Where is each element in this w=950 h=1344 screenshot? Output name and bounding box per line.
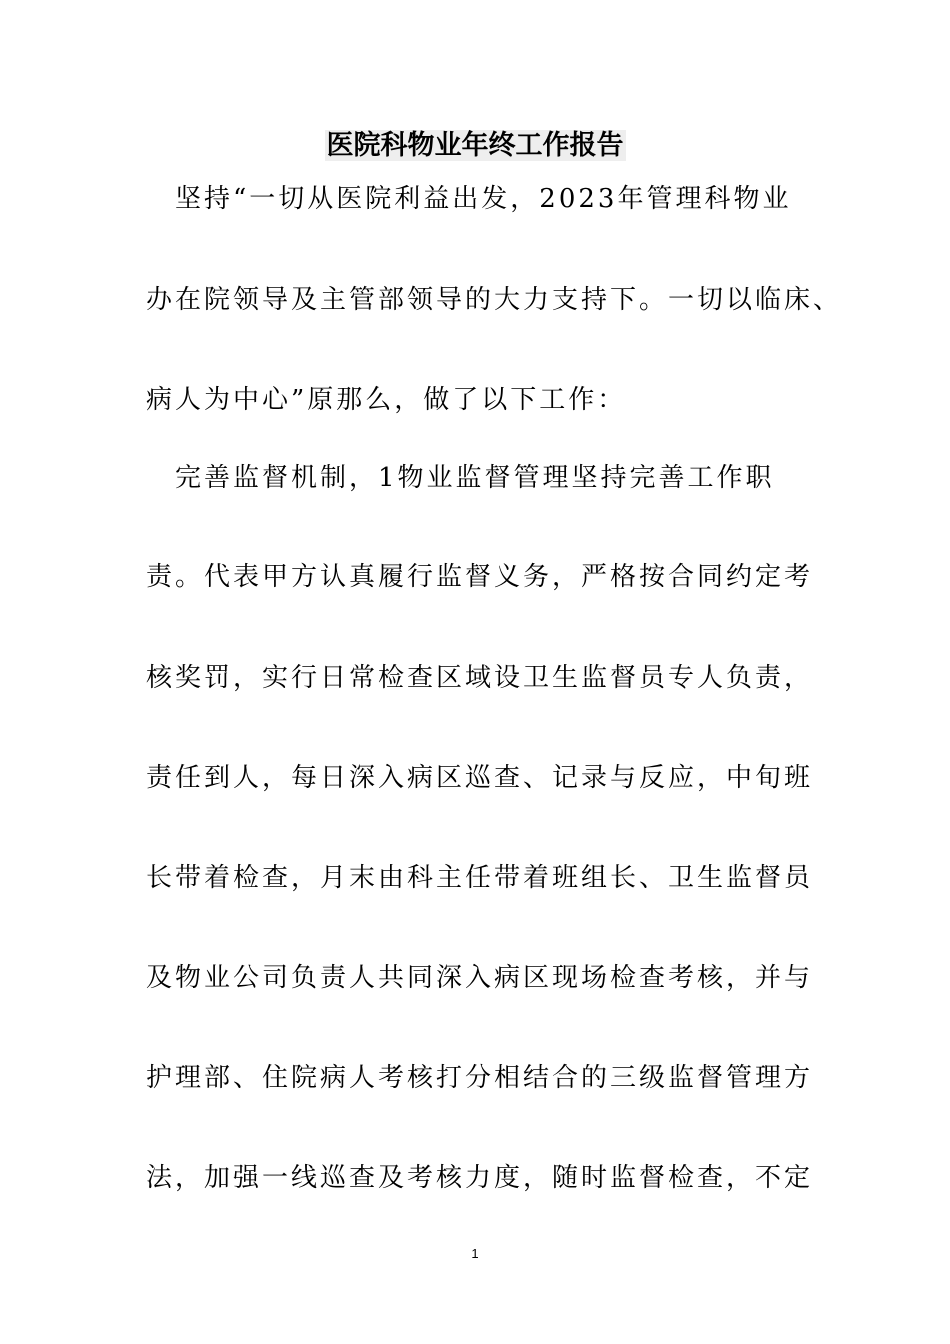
body-line: 及物业公司负责人共同深入病区现场检查考核，并与 <box>146 963 814 993</box>
body-line: 法，加强一线巡查及考核力度，随时监督检查，不定 <box>146 1163 814 1193</box>
body-line: 坚持“一切从医院利益出发，2023年管理科物业 <box>146 184 792 214</box>
document-title-text: 医院科物业年终工作报告 <box>326 130 624 161</box>
body-line: 护理部、住院病人考核打分相结合的三级监督管理方 <box>146 1063 814 1093</box>
body-line: 病人为中心”原那么，做了以下工作： <box>146 385 627 415</box>
page-number: 1 <box>471 1246 479 1261</box>
body-line: 完善监督机制，1物业监督管理坚持完善工作职 <box>146 463 775 493</box>
body-line: 责。代表甲方认真履行监督义务，严格按合同约定考 <box>146 562 814 592</box>
body-line: 办在院领导及主管部领导的大力支持下。一切以临床、 <box>146 285 843 315</box>
document-title <box>0 126 950 166</box>
body-line: 长带着检查，月末由科主任带着班组长、卫生监督员 <box>146 863 814 893</box>
body-line: 责任到人，每日深入病区巡查、记录与反应，中旬班 <box>146 763 814 793</box>
body-line: 核奖罚，实行日常检查区域设卫生监督员专人负责， <box>146 663 814 693</box>
